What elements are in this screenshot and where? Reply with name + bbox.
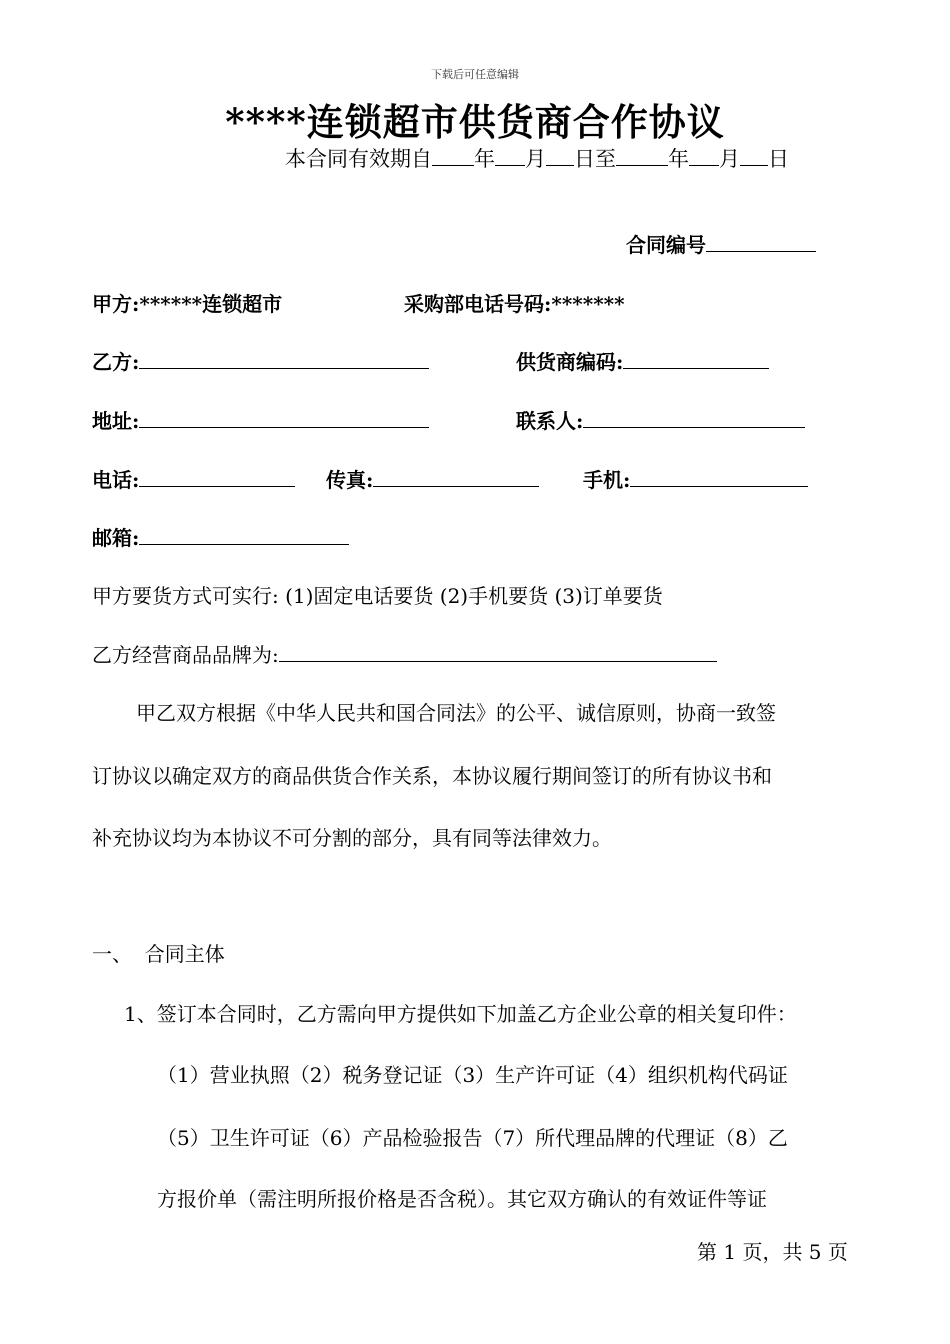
- section-1-item-1: 1、签订本合同时，乙方需向甲方提供如下加盖乙方企业公章的相关复印件：: [124, 1002, 797, 1026]
- year-label: 年: [474, 147, 495, 171]
- party-a: 甲方:******连锁超市: [92, 292, 283, 316]
- required-docs-line-2: （5）卫生许可证（6）产品检验报告（7）所代理品牌的代理证（8）乙: [157, 1126, 788, 1150]
- email-label: 邮箱:: [92, 526, 140, 550]
- contract-number: [626, 229, 816, 258]
- validity-prefix: 本合同有效期自: [285, 147, 432, 171]
- contact-field: [516, 405, 805, 434]
- purchase-phone: 采购部电话号码:*******: [404, 292, 625, 316]
- contract-number-label: 合同编号: [626, 233, 706, 257]
- party-b-field: [92, 346, 429, 375]
- ordering-methods: 甲方要货方式可实行: (1)固定电话要货 (2)手机要货 (3)订单要货: [92, 584, 663, 608]
- end-year-blank[interactable]: [616, 145, 668, 166]
- contact-label: 联系人:: [516, 409, 584, 433]
- intro-line-1: 甲乙双方根据《中华人民共和国合同法》的公平、诚信原则，协商一致签: [136, 701, 776, 725]
- supplier-code-field: [516, 346, 769, 375]
- email-blank[interactable]: [139, 524, 349, 545]
- address-label: 地址:: [92, 409, 140, 433]
- address-blank[interactable]: [139, 407, 429, 428]
- required-docs-line-1: （1）营业执照（2）税务登记证（3）生产许可证（4）组织机构代码证: [157, 1063, 788, 1087]
- section-1-heading: 一、 合同主体: [92, 942, 225, 966]
- month-label: 月: [525, 147, 546, 171]
- start-year-blank[interactable]: [432, 145, 474, 166]
- required-docs-line-3: 方报价单（需注明所报价格是否含税）。其它双方确认的有效证件等证: [157, 1187, 767, 1211]
- supplier-code-blank[interactable]: [623, 348, 769, 369]
- mobile-blank[interactable]: [630, 466, 808, 487]
- document-title: ****连锁超市供货商合作协议: [225, 100, 725, 144]
- header-note: 下载后可任意编辑: [431, 68, 519, 81]
- tel-field: [92, 464, 295, 493]
- email-field: [92, 522, 349, 551]
- mobile-field: [583, 464, 808, 493]
- address-field: [92, 405, 429, 434]
- contract-number-blank[interactable]: [706, 231, 816, 252]
- party-b-blank[interactable]: [139, 348, 429, 369]
- brands-blank[interactable]: [279, 641, 717, 662]
- end-day-blank[interactable]: [740, 145, 768, 166]
- mobile-label: 手机:: [583, 468, 631, 492]
- day-to-label: 日至: [574, 147, 616, 171]
- party-b-label: 乙方:: [92, 350, 140, 374]
- brands-field: [92, 639, 717, 668]
- start-day-blank[interactable]: [546, 145, 574, 166]
- supplier-code-label: 供货商编码:: [516, 350, 624, 374]
- month-label-2: 月: [719, 147, 740, 171]
- page-footer: 第 1 页，共 5 页: [697, 1240, 848, 1264]
- fax-label: 传真:: [326, 468, 374, 492]
- fax-blank[interactable]: [373, 466, 539, 487]
- end-month-blank[interactable]: [689, 145, 719, 166]
- intro-line-3: 补充协议均为本协议不可分割的部分，具有同等法律效力。: [92, 826, 612, 850]
- fax-field: [326, 464, 539, 493]
- tel-label: 电话:: [92, 468, 140, 492]
- tel-blank[interactable]: [139, 466, 295, 487]
- day-label-2: 日: [768, 147, 789, 171]
- start-month-blank[interactable]: [495, 145, 525, 166]
- intro-line-2: 订协议以确定双方的商品供货合作关系，本协议履行期间签订的所有协议书和: [92, 764, 772, 788]
- brands-label: 乙方经营商品品牌为:: [92, 643, 279, 667]
- year-label-2: 年: [668, 147, 689, 171]
- validity-period: [285, 143, 789, 173]
- contact-blank[interactable]: [583, 407, 805, 428]
